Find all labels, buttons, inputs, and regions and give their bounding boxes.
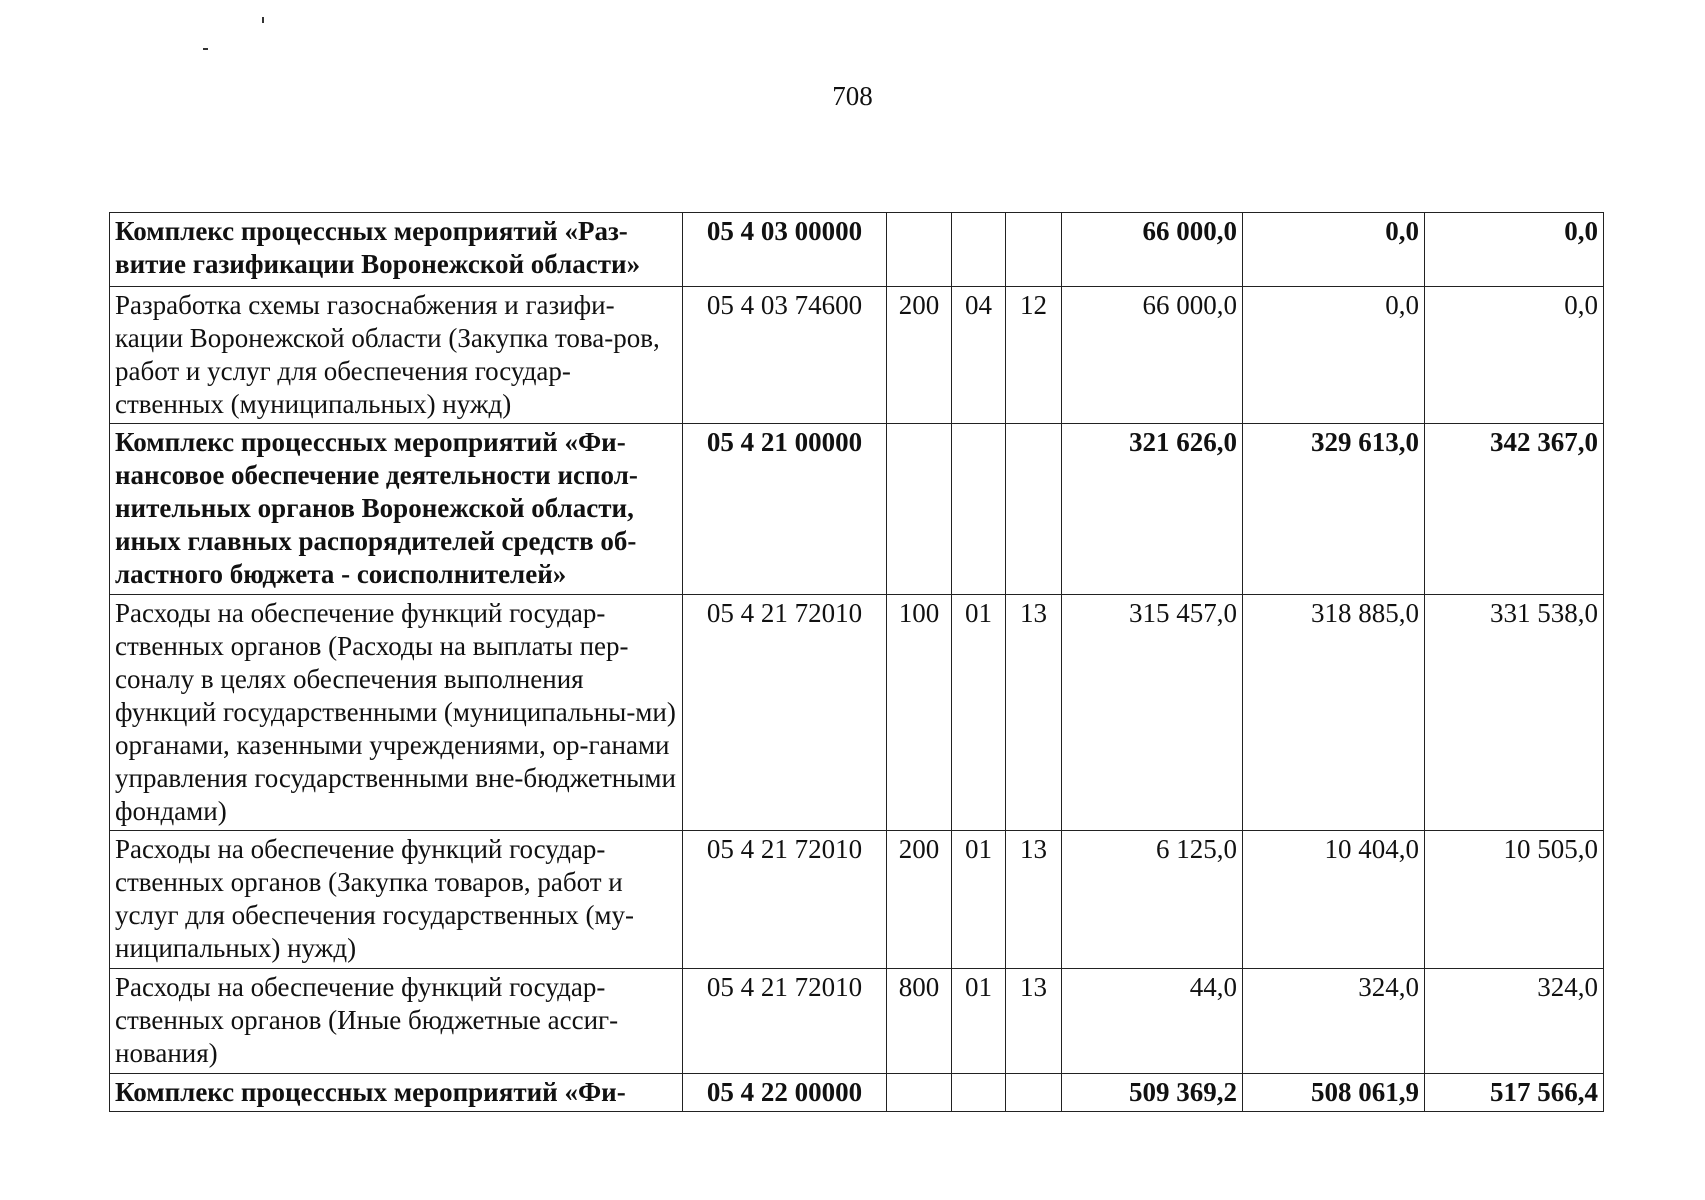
expense-type [887, 424, 952, 595]
section-code: 01 [952, 595, 1006, 831]
section-code: 01 [952, 969, 1006, 1074]
table-row [110, 287, 1604, 424]
amount-year-1: 44,0 [1062, 969, 1243, 1074]
amount-year-2: 0,0 [1243, 287, 1425, 424]
target-code: 05 4 03 00000 [683, 213, 887, 287]
expense-type: 200 [887, 831, 952, 969]
row-name: Расходы на обеспечение функций государ-ственных органов (Расходы на выплаты пер-соналу в целях обеспечения выполнения функций государственными (муниципальны-ми) органами, казенными учреждениями, ор-ганами управления государственными вне-бюджетными фондами) [110, 595, 683, 831]
amount-year-1: 321 626,0 [1062, 424, 1243, 595]
section-code [952, 424, 1006, 595]
amount-year-1: 66 000,0 [1062, 287, 1243, 424]
amount-year-3: 0,0 [1425, 287, 1604, 424]
row-name: Расходы на обеспечение функций государ-ственных органов (Закупка товаров, работ и услуг для обеспечения государственных (му-ниципальных) нужд) [110, 831, 683, 969]
amount-year-2: 10 404,0 [1243, 831, 1425, 969]
row-name: Комплекс процессных мероприятий «Раз-витие газификации Воронежской области» [110, 213, 683, 287]
subsection-code: 13 [1006, 969, 1062, 1074]
target-code: 05 4 22 00000 [683, 1074, 887, 1112]
section-code [952, 1074, 1006, 1112]
row-name: Комплекс процессных мероприятий «Фи- [110, 1074, 683, 1112]
amount-year-1: 315 457,0 [1062, 595, 1243, 831]
target-code: 05 4 21 72010 [683, 595, 887, 831]
target-code: 05 4 21 00000 [683, 424, 887, 595]
amount-year-1: 509 369,2 [1062, 1074, 1243, 1112]
subsection-code: 12 [1006, 287, 1062, 424]
target-code: 05 4 21 72010 [683, 831, 887, 969]
table-row [110, 969, 1604, 1074]
amount-year-3: 342 367,0 [1425, 424, 1604, 595]
amount-year-2: 318 885,0 [1243, 595, 1425, 831]
expense-type: 800 [887, 969, 952, 1074]
subsection-code [1006, 424, 1062, 595]
scan-speck [262, 17, 264, 23]
row-name: Комплекс процессных мероприятий «Фи-нансовое обеспечение деятельности испол-нительных органов Воронежской области, иных главных распорядителей средств об-ластного бюджета - соисполнителей» [110, 424, 683, 595]
subsection-code [1006, 213, 1062, 287]
table-row [110, 424, 1604, 595]
table-row [110, 213, 1604, 287]
amount-year-1: 66 000,0 [1062, 213, 1243, 287]
subsection-code: 13 [1006, 595, 1062, 831]
expense-type [887, 213, 952, 287]
budget-table [109, 212, 1604, 1112]
target-code: 05 4 21 72010 [683, 969, 887, 1074]
table-row [110, 595, 1604, 831]
amount-year-3: 517 566,4 [1425, 1074, 1604, 1112]
amount-year-1: 6 125,0 [1062, 831, 1243, 969]
amount-year-2: 0,0 [1243, 213, 1425, 287]
subsection-code: 13 [1006, 831, 1062, 969]
expense-type: 200 [887, 287, 952, 424]
page-number: 708 [832, 81, 873, 111]
amount-year-3: 0,0 [1425, 213, 1604, 287]
amount-year-2: 324,0 [1243, 969, 1425, 1074]
table-row [110, 831, 1604, 969]
row-name: Расходы на обеспечение функций государ-ственных органов (Иные бюджетные ассиг-нования) [110, 969, 683, 1074]
table-row [110, 1074, 1604, 1112]
amount-year-2: 329 613,0 [1243, 424, 1425, 595]
row-name: Разработка схемы газоснабжения и газифи-кации Воронежской области (Закупка това-ров, работ и услуг для обеспечения государ-ственных (муниципальных) нужд) [110, 287, 683, 424]
scan-speck [203, 48, 208, 50]
section-code: 01 [952, 831, 1006, 969]
amount-year-2: 508 061,9 [1243, 1074, 1425, 1112]
expense-type [887, 1074, 952, 1112]
expense-type: 100 [887, 595, 952, 831]
amount-year-3: 331 538,0 [1425, 595, 1604, 831]
amount-year-3: 324,0 [1425, 969, 1604, 1074]
subsection-code [1006, 1074, 1062, 1112]
amount-year-3: 10 505,0 [1425, 831, 1604, 969]
section-code [952, 213, 1006, 287]
target-code: 05 4 03 74600 [683, 287, 887, 424]
section-code: 04 [952, 287, 1006, 424]
